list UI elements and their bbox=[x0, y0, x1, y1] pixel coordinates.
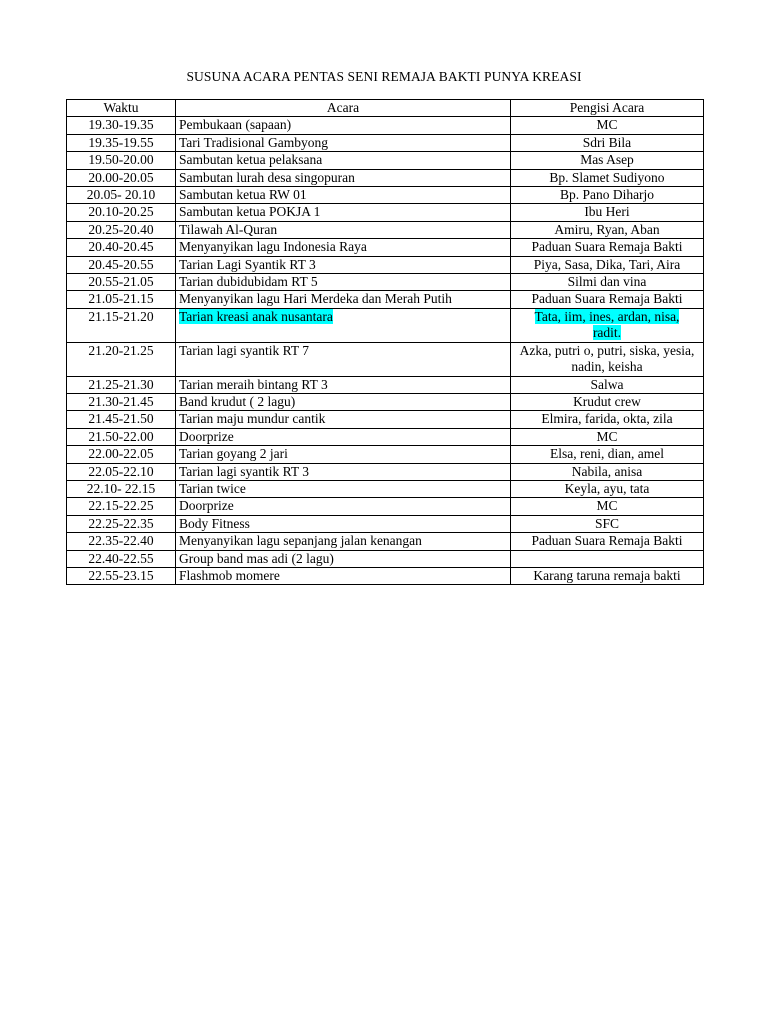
table-row bbox=[67, 533, 704, 550]
cell-pengisi: MC bbox=[511, 498, 704, 515]
table-row bbox=[67, 428, 704, 445]
cell-pengisi: Paduan Suara Remaja Bakti bbox=[511, 239, 704, 256]
cell-pengisi: MC bbox=[511, 117, 704, 134]
cell-acara: Band krudut ( 2 lagu) bbox=[176, 393, 511, 410]
cell-waktu: 20.05- 20.10 bbox=[67, 187, 176, 204]
cell-pengisi: Sdri Bila bbox=[511, 134, 704, 151]
cell-pengisi: MC bbox=[511, 428, 704, 445]
cell-acara: Tarian goyang 2 jari bbox=[176, 446, 511, 463]
table-row bbox=[67, 342, 704, 376]
cell-waktu: 20.55-21.05 bbox=[67, 274, 176, 291]
table-row bbox=[67, 376, 704, 393]
schedule-table bbox=[66, 99, 704, 585]
cell-pengisi: Karang taruna remaja bakti bbox=[511, 567, 704, 584]
cell-acara: Body Fitness bbox=[176, 515, 511, 532]
cell-waktu: 19.50-20.00 bbox=[67, 152, 176, 169]
cell-waktu: 20.25-20.40 bbox=[67, 221, 176, 238]
table-row bbox=[67, 187, 704, 204]
table-row bbox=[67, 550, 704, 567]
cell-waktu: 22.00-22.05 bbox=[67, 446, 176, 463]
cell-pengisi: Bp. Slamet Sudiyono bbox=[511, 169, 704, 186]
table-row bbox=[67, 256, 704, 273]
cell-pengisi: Ibu Heri bbox=[511, 204, 704, 221]
cell-pengisi: Paduan Suara Remaja Bakti bbox=[511, 291, 704, 308]
cell-waktu: 22.05-22.10 bbox=[67, 463, 176, 480]
cell-acara: Tarian lagi syantik RT 3 bbox=[176, 463, 511, 480]
cell-waktu: 22.10- 22.15 bbox=[67, 480, 176, 497]
cell-pengisi: Mas Asep bbox=[511, 152, 704, 169]
cell-pengisi: SFC bbox=[511, 515, 704, 532]
cell-waktu: 20.10-20.25 bbox=[67, 204, 176, 221]
table-row bbox=[67, 463, 704, 480]
document-title: SUSUNA ACARA PENTAS SENI REMAJA BAKTI PUNYA KREASI bbox=[186, 69, 582, 84]
cell-waktu: 22.25-22.35 bbox=[67, 515, 176, 532]
cell-acara: Pembukaan (sapaan) bbox=[176, 117, 511, 134]
cell-waktu: 22.15-22.25 bbox=[67, 498, 176, 515]
cell-acara: Tarian maju mundur cantik bbox=[176, 411, 511, 428]
cell-acara: Flashmob momere bbox=[176, 567, 511, 584]
header-waktu: Waktu bbox=[67, 100, 176, 117]
cell-acara: Tarian meraih bintang RT 3 bbox=[176, 376, 511, 393]
cell-waktu: 22.55-23.15 bbox=[67, 567, 176, 584]
table-row bbox=[67, 239, 704, 256]
cell-waktu: 21.20-21.25 bbox=[67, 342, 176, 376]
cell-waktu: 21.25-21.30 bbox=[67, 376, 176, 393]
cell-pengisi: Keyla, ayu, tata bbox=[511, 480, 704, 497]
cell-waktu: 22.40-22.55 bbox=[67, 550, 176, 567]
cell-acara: Tari Tradisional Gambyong bbox=[176, 134, 511, 151]
cell-waktu: 19.35-19.55 bbox=[67, 134, 176, 151]
cell-pengisi: Nabila, anisa bbox=[511, 463, 704, 480]
cell-acara: Tarian dubidubidam RT 5 bbox=[176, 274, 511, 291]
cell-acara: Menyanyikan lagu Hari Merdeka dan Merah Putih bbox=[176, 291, 511, 308]
cell-pengisi: Piya, Sasa, Dika, Tari, Aira bbox=[511, 256, 704, 273]
table-row bbox=[67, 169, 704, 186]
cell-pengisi bbox=[511, 308, 704, 342]
table-row bbox=[67, 498, 704, 515]
cell-acara: Menyanyikan lagu sepanjang jalan kenangan bbox=[176, 533, 511, 550]
cell-pengisi: Bp. Pano Diharjo bbox=[511, 187, 704, 204]
header-acara: Acara bbox=[176, 100, 511, 117]
cell-acara: Doorprize bbox=[176, 428, 511, 445]
cell-pengisi bbox=[511, 550, 704, 567]
cell-acara: Sambutan ketua RW 01 bbox=[176, 187, 511, 204]
cell-pengisi: Amiru, Ryan, Aban bbox=[511, 221, 704, 238]
table-row bbox=[67, 204, 704, 221]
table-row bbox=[67, 117, 704, 134]
cell-acara: Group band mas adi (2 lagu) bbox=[176, 550, 511, 567]
cell-waktu: 21.15-21.20 bbox=[67, 308, 176, 342]
cell-waktu: 21.45-21.50 bbox=[67, 411, 176, 428]
table-row bbox=[67, 480, 704, 497]
cell-waktu: 21.50-22.00 bbox=[67, 428, 176, 445]
table-row bbox=[67, 446, 704, 463]
cell-pengisi: Azka, putri o, putri, siska, yesia, nadin, keisha bbox=[511, 342, 704, 376]
table-row bbox=[67, 567, 704, 584]
cell-acara: Sambutan ketua POKJA 1 bbox=[176, 204, 511, 221]
cell-pengisi: Elsa, reni, dian, amel bbox=[511, 446, 704, 463]
cell-waktu: 20.45-20.55 bbox=[67, 256, 176, 273]
cell-pengisi: Elmira, farida, okta, zila bbox=[511, 411, 704, 428]
cell-waktu: 19.30-19.35 bbox=[67, 117, 176, 134]
cell-acara: Sambutan ketua pelaksana bbox=[176, 152, 511, 169]
cell-acara: Tarian lagi syantik RT 7 bbox=[176, 342, 511, 376]
cell-acara bbox=[176, 308, 511, 342]
cell-pengisi: Silmi dan vina bbox=[511, 274, 704, 291]
highlighted-text: Tarian kreasi anak nusantara bbox=[179, 308, 333, 324]
cell-pengisi: Salwa bbox=[511, 376, 704, 393]
cell-waktu: 21.30-21.45 bbox=[67, 393, 176, 410]
table-row bbox=[67, 134, 704, 151]
table-row bbox=[67, 515, 704, 532]
cell-waktu: 22.35-22.40 bbox=[67, 533, 176, 550]
cell-acara: Doorprize bbox=[176, 498, 511, 515]
table-row bbox=[67, 411, 704, 428]
table-row bbox=[67, 291, 704, 308]
cell-pengisi: Paduan Suara Remaja Bakti bbox=[511, 533, 704, 550]
table-row bbox=[67, 274, 704, 291]
table-row bbox=[67, 393, 704, 410]
cell-pengisi: Krudut crew bbox=[511, 393, 704, 410]
cell-acara: Tarian Lagi Syantik RT 3 bbox=[176, 256, 511, 273]
table-header-row bbox=[67, 100, 704, 117]
table-row bbox=[67, 152, 704, 169]
cell-acara: Sambutan lurah desa singopuran bbox=[176, 169, 511, 186]
cell-acara: Menyanyikan lagu Indonesia Raya bbox=[176, 239, 511, 256]
table-row bbox=[67, 308, 704, 342]
cell-waktu: 21.05-21.15 bbox=[67, 291, 176, 308]
cell-waktu: 20.00-20.05 bbox=[67, 169, 176, 186]
header-pengisi-acara: Pengisi Acara bbox=[511, 100, 704, 117]
table-row bbox=[67, 221, 704, 238]
cell-acara: Tarian twice bbox=[176, 480, 511, 497]
cell-waktu: 20.40-20.45 bbox=[67, 239, 176, 256]
cell-acara: Tilawah Al-Quran bbox=[176, 221, 511, 238]
highlighted-text: Tata, iim, ines, ardan, nisa, radit. bbox=[534, 308, 680, 341]
